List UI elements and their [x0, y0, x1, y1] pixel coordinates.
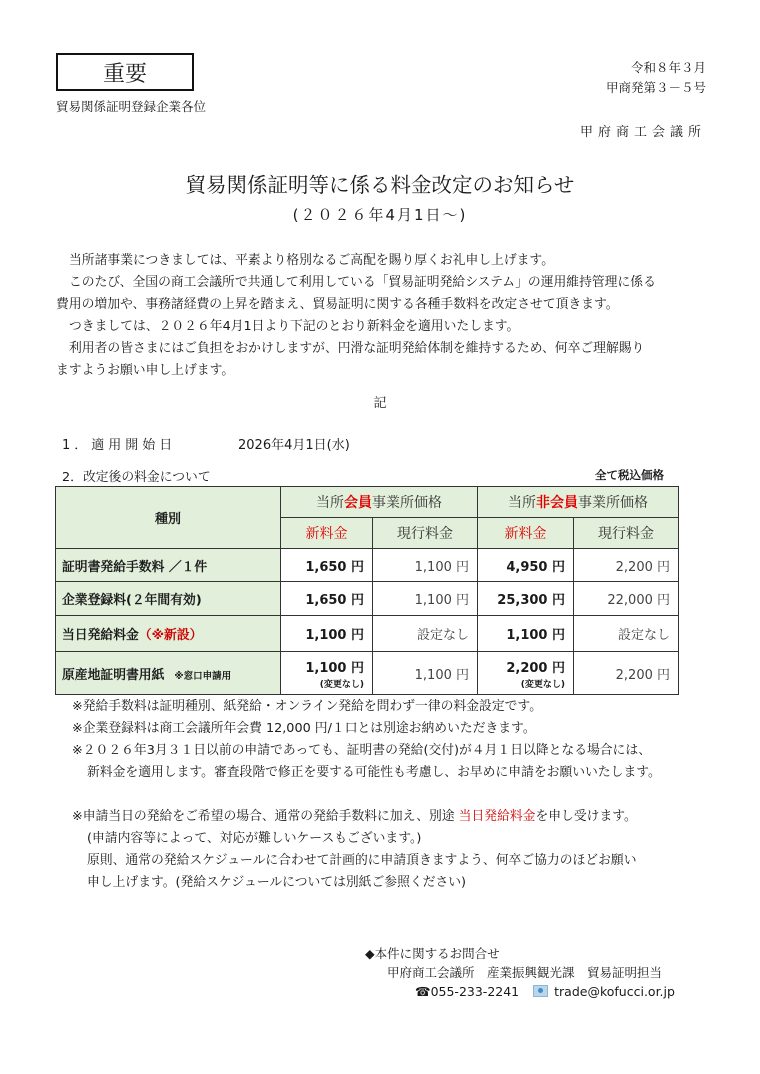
row-kind — [56, 549, 281, 582]
phone-icon: ☎ — [415, 984, 431, 999]
document-number: 甲商発第３－５号 — [605, 80, 706, 95]
nonmember-suffix: 事業所価格 — [578, 495, 648, 511]
note-3-line-2: 新料金を適用します。審査段階で修正を要する可能性も考慮し、お早めに申請をお願いいたします。 — [87, 765, 661, 780]
same-day-fee-highlight: 当日発給料金 — [458, 809, 536, 824]
same-day-notes — [72, 806, 637, 894]
nonmember-highlight: 非会員 — [536, 495, 578, 511]
row-kind — [56, 582, 281, 616]
ki-marker: 記 — [373, 396, 387, 411]
fee-value: 2,200 円 — [506, 660, 565, 676]
nonmember-current-fee: 2,200 円 — [574, 652, 679, 695]
member-current-fee: 1,100 円 — [373, 549, 478, 582]
table-row — [56, 616, 679, 652]
nonmember-current-fee: 設定なし — [574, 616, 679, 652]
note-4-line-2: (申請内容等によって、対応が難しいケースもございます。) — [87, 831, 422, 846]
document-title: 貿易関係証明等に係る料金改定のお知らせ — [185, 173, 575, 197]
note-4-pre: ※申請当日の発給をご希望の場合、通常の発給手数料に加え、別途 — [72, 809, 459, 824]
note-4-line-3: 原則、通常の発給スケジュールに合わせて計画的に申請頂きますよう、何卒ご協力のほどお願い — [87, 853, 637, 868]
member-suffix: 事業所価格 — [372, 495, 442, 511]
nonmember-current-fee: 2,200 円 — [574, 549, 679, 582]
paragraph-2-line-1: このたび、全国の商工会議所で共通して利用している「貿易証明発給システム」の運用維持管理に係る — [69, 275, 656, 290]
fee-notes — [72, 696, 661, 784]
section-1-label: 1．適用開始日 — [62, 438, 177, 453]
section-2-label: 2．改定後の料金について — [62, 470, 211, 485]
kind-text: 当日発給料金 — [62, 628, 139, 643]
section-effective-date — [62, 434, 350, 453]
note-2: ※企業登録料は商工会議所年会費 12,000 円/１口とは別途お納めいただきます。 — [72, 721, 536, 736]
contact-department: 甲府商工会議所 産業振興観光課 貿易証明担当 — [387, 965, 663, 980]
nonmember-new-fee: 25,300 円 — [478, 582, 574, 616]
paragraph-4-line-2: ますようお願い申し上げます。 — [56, 363, 235, 378]
unchanged-note: (変更なし) — [319, 679, 364, 690]
note-4-post: を申し受けます。 — [535, 809, 637, 824]
mail-icon — [533, 985, 548, 997]
member-new-fee — [281, 652, 373, 695]
nonmember-new-fee: 1,100 円 — [478, 616, 574, 652]
member-current-fee: 設定なし — [373, 616, 478, 652]
document-date: 令和８年３月 — [630, 60, 706, 75]
member-new-fee: 1,650 円 — [281, 582, 373, 616]
paragraph-1: 当所諸事業につきましては、平素より格別なるご高配を賜り厚くお礼申し上げます。 — [69, 253, 555, 268]
nonmember-prefix: 当所 — [508, 495, 536, 511]
table-row — [56, 652, 679, 695]
addressee: 貿易関係証明登録企業各位 — [56, 99, 207, 114]
body-paragraphs — [56, 250, 656, 382]
member-current-fee: 1,100 円 — [373, 582, 478, 616]
table-header-row-1 — [56, 487, 679, 518]
member-group-header — [281, 487, 478, 518]
member-highlight: 会員 — [344, 495, 372, 511]
section-1-value: 2026年4月1日(水) — [238, 438, 350, 453]
row-kind — [56, 616, 281, 652]
nonmember-new-fee — [478, 652, 574, 695]
note-4-line-1 — [72, 806, 637, 828]
kind-text: 原産地証明書用紙 — [62, 667, 165, 683]
email-address[interactable]: trade@kofucci.or.jp — [554, 984, 675, 999]
important-label — [56, 53, 194, 91]
contact-info — [365, 944, 675, 1001]
unchanged-note: (変更なし) — [520, 679, 565, 690]
member-current-fee-header: 現行料金 — [373, 518, 478, 549]
member-current-fee: 1,100 円 — [373, 652, 478, 695]
note-1: ※発給手数料は証明種別、紙発給・オンライン発給を問わず一律の料金設定です。 — [72, 699, 543, 714]
nonmember-group-header — [478, 487, 679, 518]
nonmember-new-fee: 4,950 円 — [478, 549, 574, 582]
member-new-fee: 1,100 円 — [281, 616, 373, 652]
new-mark: （※新設） — [138, 628, 203, 643]
kind-text: 企業登録料(２年間有効) — [62, 593, 202, 608]
counter-application-note: ※窓口申請用 — [174, 670, 232, 682]
contact-heading: ◆本件に関するお問合せ — [365, 946, 500, 961]
issuer: 甲府商工会議所 — [579, 125, 706, 140]
note-4-line-4: 申し上げます。(発給スケジュールについては別紙ご参照ください) — [87, 875, 467, 890]
contact-line — [365, 982, 675, 1001]
note-3-line-1: ※２０２６年3月３１日以前の申請であっても、証明書の発給(交付)が４月１日以降となる場合には、 — [72, 743, 651, 758]
table-row — [56, 582, 679, 616]
phone-number[interactable]: 055-233-2241 — [430, 984, 520, 999]
paragraph-3: つきましては、２０２６年4月1日より下記のとおり新料金を適用いたします。 — [69, 319, 520, 334]
document-subtitle: (２０２６年4月1日～) — [292, 206, 468, 224]
tax-included-note: 全て税込価格 — [595, 468, 664, 482]
member-new-fee: 1,650 円 — [281, 549, 373, 582]
fee-value: 1,100 円 — [305, 660, 364, 676]
important-text: 重要 — [102, 61, 147, 87]
fee-table — [55, 486, 679, 695]
row-kind — [56, 652, 281, 695]
member-prefix: 当所 — [316, 495, 344, 511]
nonmember-new-fee-header: 新料金 — [478, 518, 574, 549]
nonmember-current-fee: 22,000 円 — [574, 582, 679, 616]
nonmember-current-fee-header: 現行料金 — [574, 518, 679, 549]
kind-text: 証明書発給手数料 ／１件 — [62, 559, 208, 575]
kind-header: 種別 — [56, 487, 281, 549]
paragraph-2-line-2: 費用の増加や、事務諸経費の上昇を踏まえ、貿易証明に関する各種手数料を改定させて頂きます。 — [56, 297, 619, 312]
paragraph-4-line-1: 利用者の皆さまにはご負担をおかけしますが、円滑な証明発給体制を維持するため、何卒ご理解賜り — [69, 341, 645, 356]
member-new-fee-header: 新料金 — [281, 518, 373, 549]
table-row — [56, 549, 679, 582]
